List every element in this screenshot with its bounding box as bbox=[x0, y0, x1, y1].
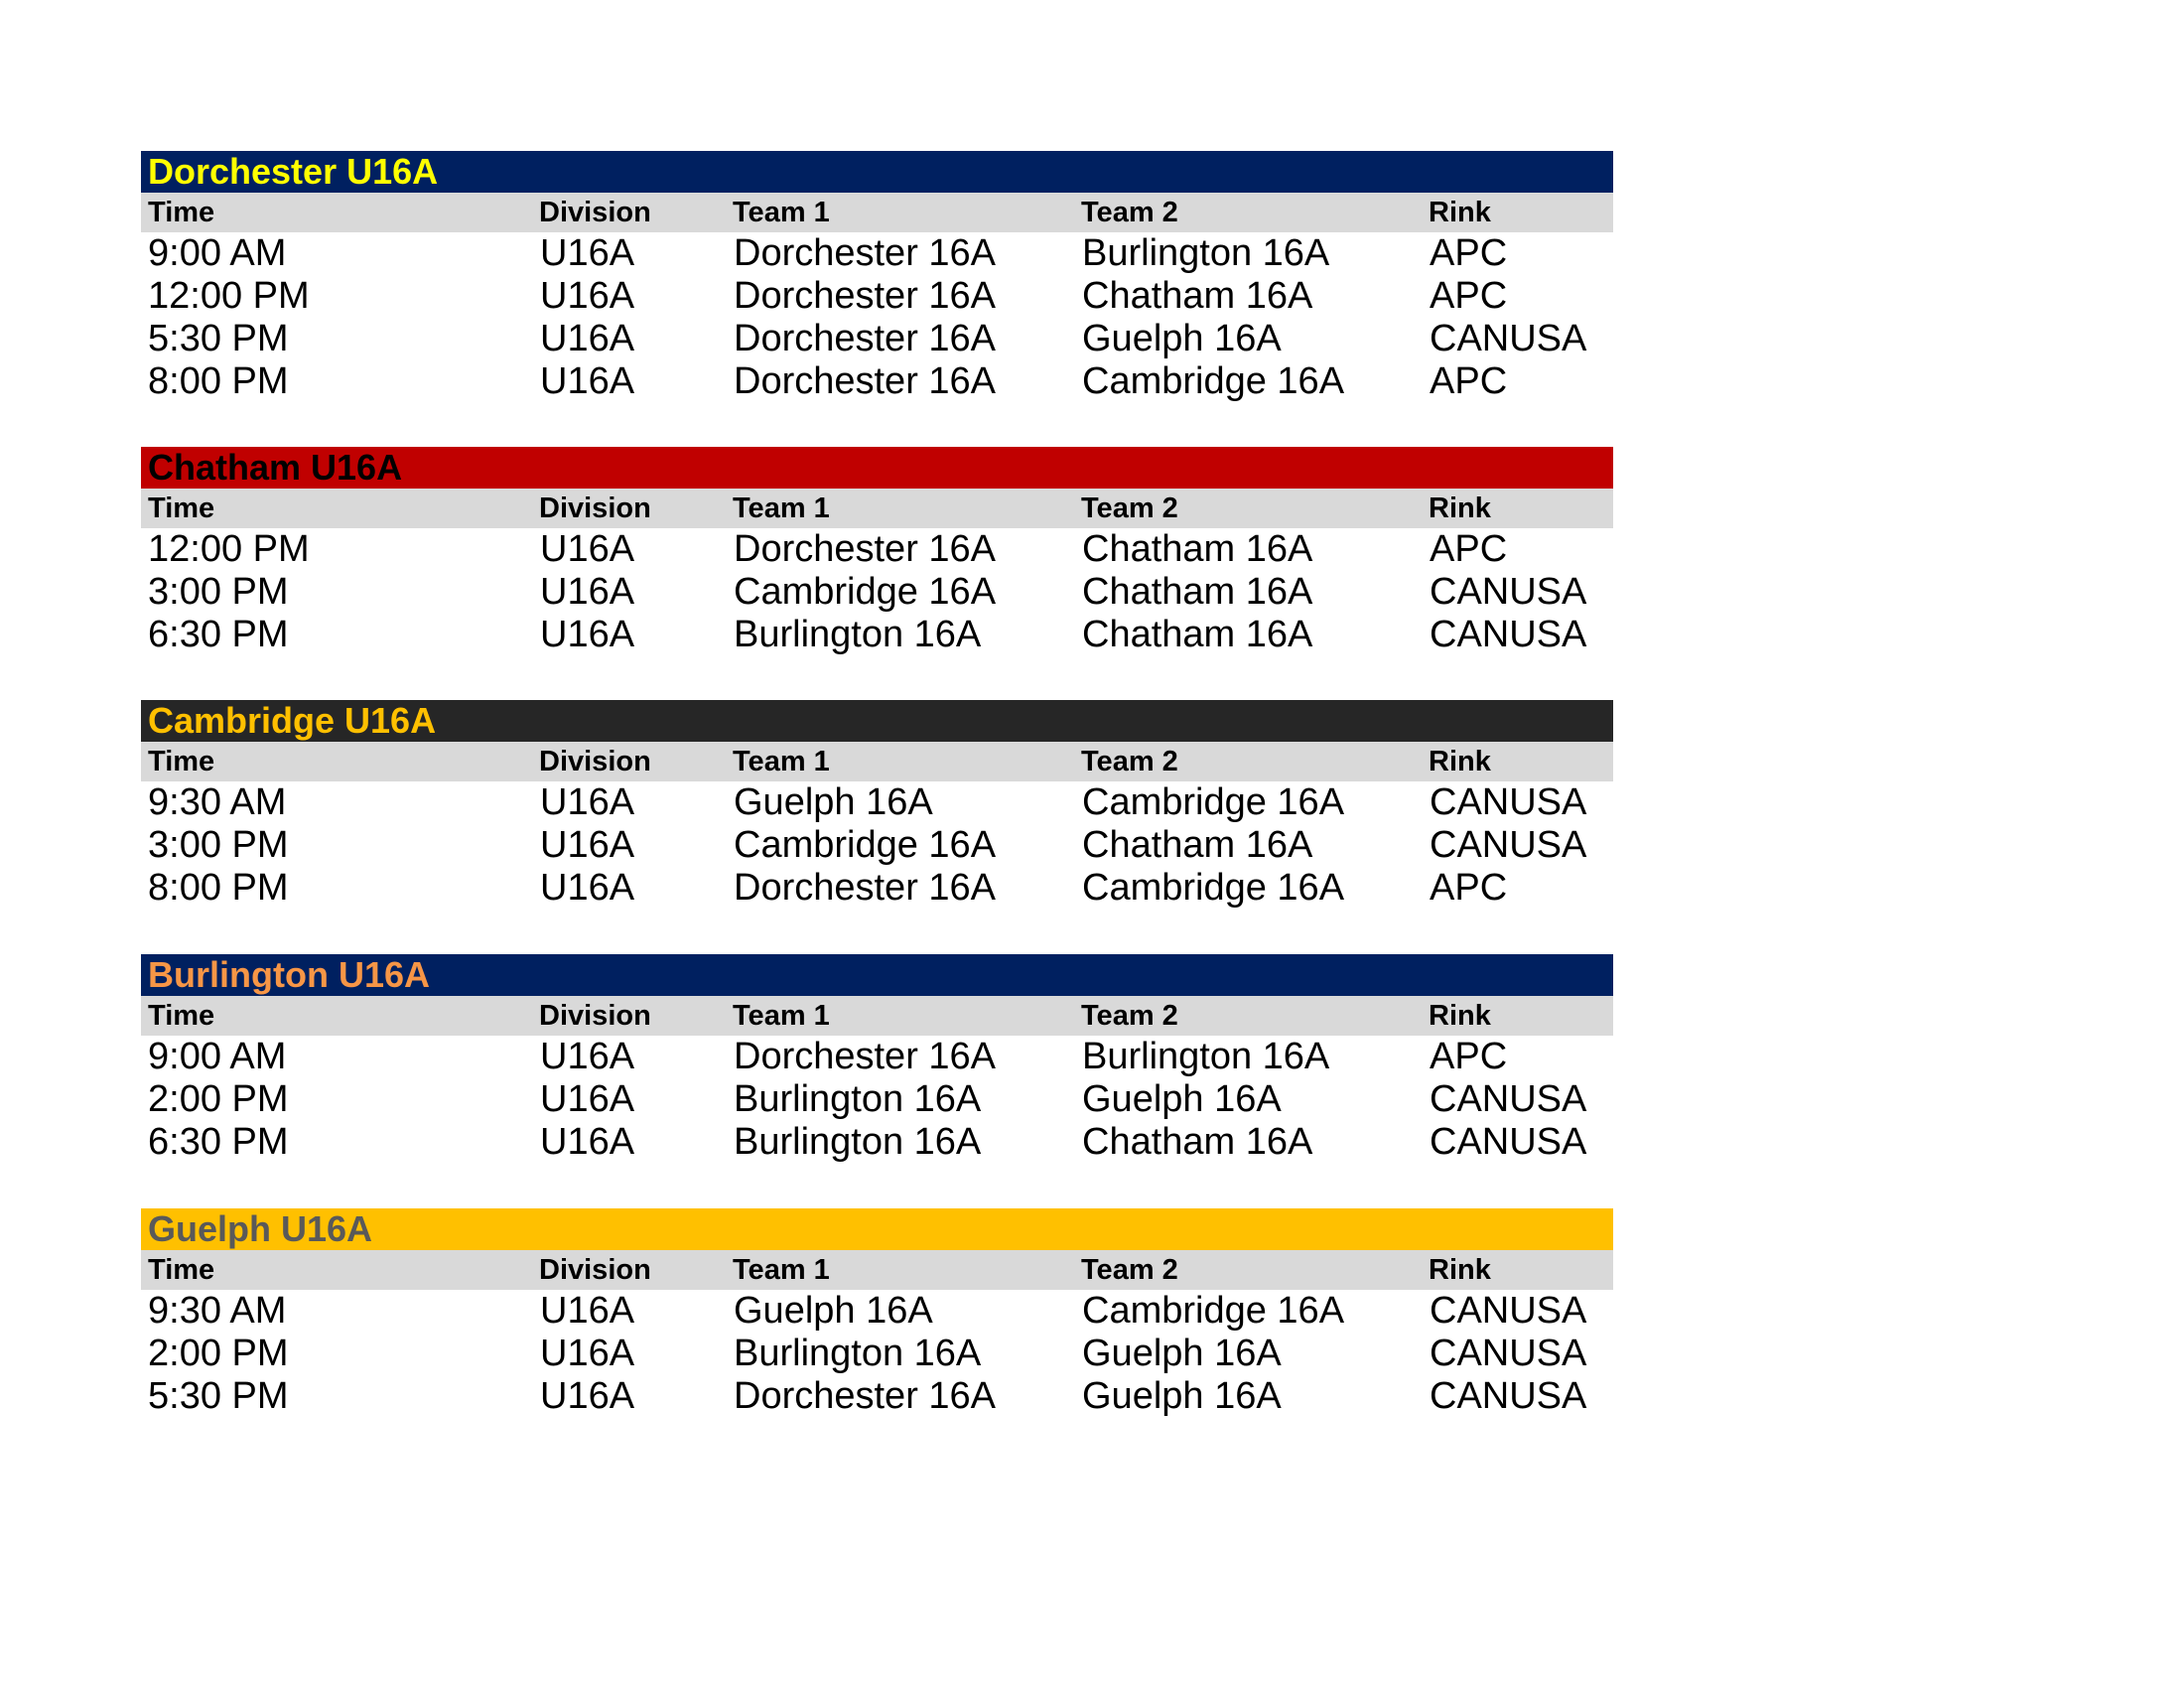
cell-division: U16A bbox=[540, 1375, 635, 1417]
cell-rink: APC bbox=[1430, 275, 1508, 317]
section-title: Dorchester U16A bbox=[141, 151, 1613, 193]
cell-team2: Burlington 16A bbox=[1082, 1036, 1330, 1077]
header-time: Time bbox=[148, 1253, 215, 1286]
cell-time: 9:00 AM bbox=[148, 1036, 287, 1077]
cell-team2: Cambridge 16A bbox=[1082, 867, 1345, 909]
header-team2: Team 2 bbox=[1081, 745, 1178, 777]
cell-team2: Guelph 16A bbox=[1082, 318, 1282, 359]
cell-team2: Guelph 16A bbox=[1082, 1375, 1282, 1417]
header-rink: Rink bbox=[1429, 999, 1491, 1032]
cell-division: U16A bbox=[540, 1078, 635, 1120]
header-division: Division bbox=[539, 196, 651, 228]
header-rink: Rink bbox=[1429, 1253, 1491, 1286]
cell-rink: CANUSA bbox=[1430, 781, 1587, 823]
cell-time: 3:00 PM bbox=[148, 571, 289, 613]
column-header-row bbox=[141, 193, 1613, 232]
cell-time: 9:30 AM bbox=[148, 781, 287, 823]
cell-time: 5:30 PM bbox=[148, 318, 289, 359]
cell-team2: Chatham 16A bbox=[1082, 824, 1313, 866]
cell-team1: Dorchester 16A bbox=[734, 1375, 997, 1417]
cell-time: 8:00 PM bbox=[148, 867, 289, 909]
section-dorchester bbox=[141, 151, 1613, 403]
cell-rink: CANUSA bbox=[1430, 614, 1587, 655]
header-team1: Team 1 bbox=[733, 492, 830, 524]
cell-rink: APC bbox=[1430, 232, 1508, 274]
header-team2: Team 2 bbox=[1081, 999, 1178, 1032]
header-team2: Team 2 bbox=[1081, 492, 1178, 524]
game-row bbox=[141, 1333, 1613, 1375]
game-row bbox=[141, 614, 1613, 656]
cell-team2: Chatham 16A bbox=[1082, 614, 1313, 655]
cell-division: U16A bbox=[540, 614, 635, 655]
cell-division: U16A bbox=[540, 275, 635, 317]
cell-rink: CANUSA bbox=[1430, 571, 1587, 613]
cell-rink: CANUSA bbox=[1430, 1078, 1587, 1120]
cell-rink: APC bbox=[1430, 528, 1508, 570]
cell-division: U16A bbox=[540, 232, 635, 274]
cell-rink: CANUSA bbox=[1430, 824, 1587, 866]
cell-division: U16A bbox=[540, 528, 635, 570]
cell-division: U16A bbox=[540, 1290, 635, 1332]
game-row bbox=[141, 232, 1613, 275]
game-row bbox=[141, 1078, 1613, 1121]
header-division: Division bbox=[539, 745, 651, 777]
header-team1: Team 1 bbox=[733, 196, 830, 228]
cell-time: 9:00 AM bbox=[148, 232, 287, 274]
section-title: Burlington U16A bbox=[141, 954, 1613, 996]
cell-team1: Burlington 16A bbox=[734, 1078, 982, 1120]
cell-rink: APC bbox=[1430, 1036, 1508, 1077]
column-header-row bbox=[141, 1250, 1613, 1290]
cell-team2: Cambridge 16A bbox=[1082, 781, 1345, 823]
game-row bbox=[141, 867, 1613, 910]
cell-time: 6:30 PM bbox=[148, 614, 289, 655]
cell-rink: CANUSA bbox=[1430, 1333, 1587, 1374]
cell-rink: CANUSA bbox=[1430, 318, 1587, 359]
section-cambridge bbox=[141, 700, 1613, 910]
header-division: Division bbox=[539, 999, 651, 1032]
column-header-row bbox=[141, 996, 1613, 1036]
cell-division: U16A bbox=[540, 867, 635, 909]
section-title: Cambridge U16A bbox=[141, 700, 1613, 742]
header-time: Time bbox=[148, 999, 215, 1032]
cell-team1: Dorchester 16A bbox=[734, 528, 997, 570]
cell-rink: APC bbox=[1430, 360, 1508, 402]
cell-time: 2:00 PM bbox=[148, 1333, 289, 1374]
cell-team1: Dorchester 16A bbox=[734, 275, 997, 317]
header-team2: Team 2 bbox=[1081, 1253, 1178, 1286]
cell-team2: Chatham 16A bbox=[1082, 571, 1313, 613]
cell-time: 5:30 PM bbox=[148, 1375, 289, 1417]
section-title: Guelph U16A bbox=[141, 1208, 1613, 1250]
header-team1: Team 1 bbox=[733, 999, 830, 1032]
header-time: Time bbox=[148, 196, 215, 228]
game-row bbox=[141, 275, 1613, 318]
cell-team2: Guelph 16A bbox=[1082, 1333, 1282, 1374]
game-row bbox=[141, 571, 1613, 614]
cell-division: U16A bbox=[540, 318, 635, 359]
cell-team1: Guelph 16A bbox=[734, 781, 933, 823]
header-division: Division bbox=[539, 492, 651, 524]
cell-team1: Cambridge 16A bbox=[734, 824, 997, 866]
header-division: Division bbox=[539, 1253, 651, 1286]
cell-rink: CANUSA bbox=[1430, 1375, 1587, 1417]
cell-team1: Burlington 16A bbox=[734, 614, 982, 655]
cell-team1: Guelph 16A bbox=[734, 1290, 933, 1332]
header-time: Time bbox=[148, 745, 215, 777]
section-title: Chatham U16A bbox=[141, 447, 1613, 489]
cell-time: 8:00 PM bbox=[148, 360, 289, 402]
header-rink: Rink bbox=[1429, 745, 1491, 777]
game-row bbox=[141, 824, 1613, 867]
cell-team2: Chatham 16A bbox=[1082, 1121, 1313, 1163]
game-row bbox=[141, 360, 1613, 403]
cell-team2: Chatham 16A bbox=[1082, 528, 1313, 570]
game-row bbox=[141, 1121, 1613, 1164]
game-row bbox=[141, 528, 1613, 571]
header-team1: Team 1 bbox=[733, 1253, 830, 1286]
game-row bbox=[141, 1036, 1613, 1078]
cell-rink: CANUSA bbox=[1430, 1121, 1587, 1163]
header-team1: Team 1 bbox=[733, 745, 830, 777]
game-row bbox=[141, 781, 1613, 824]
section-guelph bbox=[141, 1208, 1613, 1418]
column-header-row bbox=[141, 489, 1613, 528]
cell-time: 12:00 PM bbox=[148, 528, 310, 570]
header-time: Time bbox=[148, 492, 215, 524]
cell-time: 6:30 PM bbox=[148, 1121, 289, 1163]
cell-division: U16A bbox=[540, 1036, 635, 1077]
cell-team2: Burlington 16A bbox=[1082, 232, 1330, 274]
header-team2: Team 2 bbox=[1081, 196, 1178, 228]
cell-time: 12:00 PM bbox=[148, 275, 310, 317]
cell-division: U16A bbox=[540, 1333, 635, 1374]
cell-division: U16A bbox=[540, 571, 635, 613]
game-row bbox=[141, 318, 1613, 360]
cell-team2: Cambridge 16A bbox=[1082, 360, 1345, 402]
cell-time: 3:00 PM bbox=[148, 824, 289, 866]
cell-division: U16A bbox=[540, 824, 635, 866]
cell-team1: Dorchester 16A bbox=[734, 318, 997, 359]
game-row bbox=[141, 1290, 1613, 1333]
cell-team1: Burlington 16A bbox=[734, 1121, 982, 1163]
cell-division: U16A bbox=[540, 781, 635, 823]
cell-rink: CANUSA bbox=[1430, 1290, 1587, 1332]
cell-team2: Chatham 16A bbox=[1082, 275, 1313, 317]
cell-division: U16A bbox=[540, 1121, 635, 1163]
cell-time: 9:30 AM bbox=[148, 1290, 287, 1332]
section-chatham bbox=[141, 447, 1613, 656]
cell-team1: Cambridge 16A bbox=[734, 571, 997, 613]
cell-team2: Guelph 16A bbox=[1082, 1078, 1282, 1120]
header-rink: Rink bbox=[1429, 492, 1491, 524]
game-row bbox=[141, 1375, 1613, 1418]
cell-team1: Dorchester 16A bbox=[734, 360, 997, 402]
cell-team2: Cambridge 16A bbox=[1082, 1290, 1345, 1332]
cell-team1: Dorchester 16A bbox=[734, 867, 997, 909]
section-burlington bbox=[141, 954, 1613, 1164]
column-header-row bbox=[141, 742, 1613, 781]
cell-team1: Dorchester 16A bbox=[734, 1036, 997, 1077]
cell-time: 2:00 PM bbox=[148, 1078, 289, 1120]
cell-division: U16A bbox=[540, 360, 635, 402]
cell-rink: APC bbox=[1430, 867, 1508, 909]
header-rink: Rink bbox=[1429, 196, 1491, 228]
cell-team1: Burlington 16A bbox=[734, 1333, 982, 1374]
cell-team1: Dorchester 16A bbox=[734, 232, 997, 274]
